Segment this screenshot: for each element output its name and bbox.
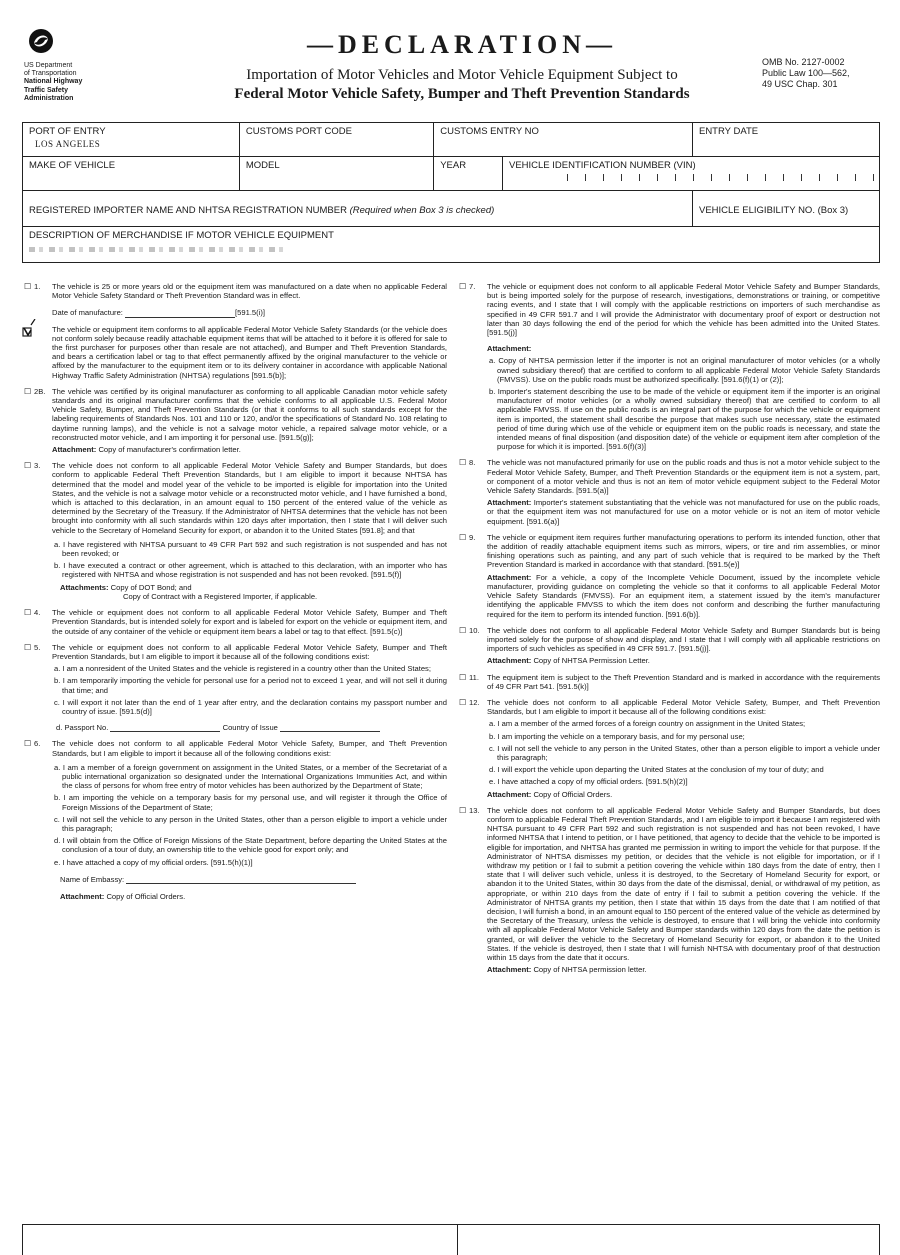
dot-emblem-icon <box>28 28 54 54</box>
item-text: The vehicle or equipment does not conform to all applicable Federal Motor Vehicle Safety, Bumper and Theft Prevention Standards, but I am eligible to import it because all of the following conditions exist: <box>52 642 447 661</box>
vin-label: VEHICLE IDENTIFICATION NUMBER (VIN) <box>508 160 696 171</box>
passport-label: d. Passport No. <box>56 723 109 733</box>
make-cell[interactable] <box>23 157 240 191</box>
attachment-text: Copy of Contract with a Registered Importer, if applicable. <box>123 591 318 601</box>
description-label: DESCRIPTION OF MERCHANDISE IF MOTOR VEHICLE EQUIPMENT <box>29 230 334 241</box>
agency-line-bold: Administration <box>24 94 74 102</box>
attachment-label: Attachment: <box>487 572 532 582</box>
country-of-issue-label: Country of Issue <box>222 723 278 733</box>
passport-field[interactable] <box>110 731 220 732</box>
item-sub-d: d. I will obtain from the Office of Foreign Missions of the State Department, before departing the United States at the conclusion of a tour of duty, an ownership title to the vehicle good for export only; and <box>54 836 447 855</box>
item-number: 2B. <box>34 386 46 396</box>
checked-box-mark-icon[interactable] <box>22 319 42 343</box>
item-12 <box>457 698 880 799</box>
customs-entry-no-cell[interactable] <box>434 123 693 157</box>
attachment-text: Copy of Official Orders. <box>106 891 186 901</box>
item-text: The vehicle or equipment does not conform to all applicable Federal Motor Vehicle Safety, Bumper and Theft Prevention Standards, but is intended solely for export and is labeled for export on the vehicle or equipment item, and the outside of any container of the vehicle or equipment item bears a label or tag to that effect. [591.5(c)] <box>52 608 447 636</box>
subtitle-line-1: Importation of Motor Vehicles and Motor Vehicle Equipment Subject to <box>246 67 678 83</box>
item-sub-a: a. I am a member of a foreign government on assignment in the United States, or a member of the Secretariat of a public international organization so designated under the International Organizations Immunities Act, and within the class of persons for whom free entry of motor vehicles has been authorized by the Department of State; <box>54 762 447 791</box>
item-2b <box>22 387 447 454</box>
item-sub-b: b. Importer's statement describing the use to be made of the vehicle or equipment item if the importer is an original manufacturer of motor vehicles (or a wholly owned subsidiary thereof) that are certified to conform to all applicable FMVSS. If use on the public roads is an integral part of the purpose for which the vehicle or equipment item is imported, the statement shall describe the purpose that makes such use necessary, state the estimated period of time during which use of the vehicle or equipment item on the public roads is necessary, and state the intended means of final disposition (and disposition date) of the vehicle or equipment item after completion of the purpose for which it is imported. [591.6(f)(3)] <box>489 387 880 452</box>
item-number: 11. <box>469 672 479 682</box>
item-sub-e: e. I have attached a copy of my official orders. [591.5(h)(2)] <box>489 777 688 787</box>
item-sub-b: b. I have executed a contract or other agreement, which is attached to this declaration, with an importer who has registered with NHTSA and whose registration is not suspended and has not been revoked. [591.5(f)] <box>54 561 447 580</box>
item-number: 6. <box>34 739 41 749</box>
item-6 <box>22 739 447 901</box>
checkbox-item-3[interactable]: ☐ <box>24 461 32 471</box>
attachment-text: Copy of NHTSA permission letter. <box>533 965 647 975</box>
item-sub-a: a. I have registered with NHTSA pursuant to 49 CFR Part 592 and such registration is not suspended and has not been revoked; or <box>54 539 447 559</box>
item-sub-a: a. Copy of NHTSA permission letter if the importer is not an original manufacturer of motor vehicles (or a wholly owned subsidiary thereof) that are certified to conform to all applicable Federal Motor Vehicle Safety Standards (FMVSS). Use on the public roads must be authorized specifically. [591.6(f)(1) or (2)]; <box>489 356 880 384</box>
entry-date-label: ENTRY DATE <box>698 126 759 137</box>
item-text: The vehicle does not conform to all applicable Federal Motor Vehicle Safety, Bumper, and Theft Prevention Standards, but I am eligible to import it because all of the following conditions exist: <box>487 697 880 717</box>
item-reference: [591.5(i)] <box>235 308 266 318</box>
form-subtitle <box>172 66 752 104</box>
entry-date-cell[interactable] <box>692 123 879 157</box>
agency-line: of Transportation <box>24 70 77 78</box>
subtitle-line-2: Federal Motor Vehicle Safety, Bumper and Theft Prevention Standards <box>234 86 690 102</box>
item-1 <box>22 282 447 318</box>
vin-cell[interactable] <box>502 157 879 191</box>
checkbox-item-7[interactable]: ☐ <box>459 282 467 291</box>
item-sub-c: c. I will export it not later than the end of 1 year after entry, and the declaration contains my passport number and country of issue. [591.5(d)] <box>54 697 447 716</box>
agency-line-bold: Traffic Safety <box>24 86 68 94</box>
eligibility-cell[interactable] <box>692 191 879 227</box>
item-sub-c: c. I will not sell the vehicle to any person in the United States, other than a person eligible to import a vehicle under this paragraph; <box>489 743 880 762</box>
customs-port-code-label: CUSTOMS PORT CODE <box>245 126 352 137</box>
omb-number: OMB No. 2127-0002 <box>762 57 845 67</box>
usc-reference: 49 USC Chap. 301 <box>762 79 838 89</box>
customs-entry-no-label: CUSTOMS ENTRY NO <box>440 126 539 137</box>
item-text: The vehicle is 25 or more years old or the equipment item was manufactured on a date when no applicable Federal Motor Vehicle Safety Standard or Theft Prevention Standard was in effect. <box>52 282 447 301</box>
attachment-text: Importer's statement substantiating that the vehicle was not manufactured for use on the public roads, or that the equipment item was not manufactured for use on a motor vehicle or is not an item of motor vehicle equipment. [591.6(a)] <box>487 498 880 526</box>
item-number: 3. <box>34 461 41 471</box>
embassy-field[interactable] <box>126 883 356 884</box>
form-title: —DECLARATION— <box>306 30 618 59</box>
port-of-entry-cell[interactable] <box>23 123 240 157</box>
omb-block <box>762 57 850 90</box>
item-sub-b: b. I am importing the vehicle on a temporary basis, and for my personal use; <box>489 731 745 741</box>
importer-cell[interactable] <box>23 191 693 227</box>
item-text: The vehicle was certified by its original manufacturer as conforming to all applicable Canadian motor vehicle safety standards and its original manufacturer confirms that the vehicle conforms to all applicable U.S. Federal Motor Vehicle Safety, Bumper, and Theft Prevention Standards (or that it conforms to all such standards except for the labeling requirements of Standards Nos. 101 and 110 or 120, and/or the specifications of Standard No. 108 relating to daytime running lamps), and the vehicle is not a salvage motor vehicle, a repaired salvage motor vehicle, or a reconstructed motor vehicle, and I am importing it for personal use. [591.5(g)]; <box>52 386 447 442</box>
year-cell[interactable] <box>434 157 503 191</box>
item-3 <box>22 461 447 601</box>
checkbox-item-5[interactable]: ☐ <box>24 642 32 652</box>
item-text: The vehicle or equipment item requires further manufacturing operations to perform its intended function, other that the addition of readily attachable equipment items such as mirrors, wipers, or tire and rim assemblies, or minor finishing operations such as painting, and any part of such vehicle that is required to be marked by the Theft Prevention Standard is marked in accordance with that standard. [591.5(e)] <box>487 532 880 570</box>
port-of-entry-label: PORT OF ENTRY <box>29 126 106 137</box>
signature-divider <box>457 1225 458 1255</box>
description-illegible-text <box>29 247 289 252</box>
attachment-text: Copy of manufacturer's confirmation letter. <box>98 445 241 455</box>
item-sub-b: b. I am temporarily importing the vehicle for personal use for a period not to exceed 1 year, and will not sell it during that time; and <box>54 676 447 695</box>
country-of-issue-field[interactable] <box>280 731 380 732</box>
importer-note: (Required when Box 3 is checked) <box>349 204 495 216</box>
attachment-label: Attachment: <box>487 344 532 354</box>
year-label: YEAR <box>440 160 467 171</box>
agency-line-bold: National Highway <box>24 78 83 86</box>
agency-name <box>24 62 174 103</box>
attachment-text: Copy of DOT Bond; and <box>110 582 192 592</box>
item-text: The equipment item is subject to the Theft Prevention Standard and is marked in accordance with the requirements of 49 CFR Part 541. [591.5(k)] <box>487 672 880 691</box>
item-number: 10. <box>469 625 480 635</box>
attachment-label: Attachment: <box>487 656 532 666</box>
date-of-manufacture-label: Date of manufacture: <box>52 308 123 318</box>
attachment-label: Attachment: <box>487 498 532 508</box>
checkbox-item-9[interactable]: ☐ <box>459 532 467 542</box>
item-text: The vehicle does not conform to all applicable Federal Motor Vehicle Safety, Bumper, and Theft Prevention Standards, but I am eligible to import it because all of the following conditions exist: <box>52 739 447 758</box>
attachment-label: Attachment: <box>52 445 97 455</box>
right-column <box>457 282 880 981</box>
item-number: 5. <box>34 642 41 652</box>
checkbox-item-8[interactable]: ☐ <box>459 458 467 468</box>
checkbox-item-12[interactable]: ☐ <box>459 697 467 707</box>
item-number: 8. <box>469 458 476 468</box>
item-sub-a: a. I am a nonresident of the United States and the vehicle is registered in a country other than the United States; <box>54 664 431 674</box>
checkbox-item-1[interactable]: ☐ <box>24 282 32 291</box>
eligibility-label: VEHICLE ELIGIBILITY NO. (Box 3) <box>698 204 849 216</box>
item-text: The vehicle does not conform to all applicable Federal Motor Vehicle Safety and Bumper Standards, but does conform to applicable Federal Theft Prevention Standards, and I am eligible to import it because I am registered with NHTSA pursuant to 49 CFR Part 592 and such registration is not suspended and has not been revoked, I have informed NHTSA that I intend to petition, or I have petitioned, that agency to decide that the vehicle to be imported is eligible for importation, and NHTSA has granted me permission in writing to import the vehicle for that purpose. If the Administrator of NHTSA dismisses my petition, or decides that the vehicle is not eligible for importation, or if I withdraw my petition or I fail to submit a petition covering the vehicle within 180 days from the date of entry, then I state that I will deliver such vehicle, unless it is destroyed, to the Secretary of Homeland Security for export, or abandon it to the United States, within 30 days from the date of the dismissal, denial, or withdrawal of my petition, as appropriate, or within 210 days from the date of entry if I fail to submit a petition covering the vehicle. If the Administrator of NHTSA grants my petition, then I state that within 15 days from the date that I am notified of that decision, I will furnish a bond, in an amount equal to 150 percent of the entered value of the vehicle as determined by the Secretary of the Treasury, unless the vehicle is destroyed, to ensure that I will bring the vehicle into conformity with all applicable Federal Motor Vehicle Safety and Bumper standards within 120 days from the date the petition is granted, or will deliver the vehicle to the Secretary of Homeland Security for export, or abandon it to the United States. If the vehicle is destroyed, then I state that I will furnish NHTSA with documentary proof of that destruction within 15 days from the date that it occurs. <box>487 805 881 962</box>
item-8 <box>457 458 880 525</box>
item-number: 7. <box>469 282 476 291</box>
checkbox-item-6[interactable]: ☐ <box>24 739 32 749</box>
checkbox-item-11[interactable]: ☐ <box>459 672 467 682</box>
attachment-text: For a vehicle, a copy of the Incomplete Vehicle Document, issued by the incomplete vehicle manufacturer, providing guidance on completing the vehicle so that it conforms to all applicable Federal Motor Vehicle Safety Standards (FMVSS). For an equipment item, a statement issued by the item's manufacturer identifying the applicable FMVSS to which the item does not conform and describing the further manufacturing required for the item to perform its intended function. [591.6(b)]. <box>487 572 880 619</box>
model-label: MODEL <box>245 160 280 171</box>
item-text: The vehicle or equipment item conforms to all applicable Federal Motor Vehicle Safety Standards (or the vehicle does not conform solely because readily attachable equipment items that will be attached to it before it is offered for sale to the first purchaser for purposes other than resale are not attached), and Bumper and Theft Prevention Standards, and bears a certification label or tag to that effect permanently affixed by the original manufacturer to the vehicle or affixed by the manufacturer to the equipment item or to its delivery container in accordance with applicable National Highway Traffic Safety Administration (NHTSA) regulations [591.5(b)]; <box>52 324 447 380</box>
item-9 <box>457 533 880 619</box>
customs-port-code-cell[interactable] <box>239 123 433 157</box>
item-7 <box>457 282 880 451</box>
attachment-label: Attachment: <box>487 965 532 975</box>
item-sub-a: a. I am a member of the armed forces of a foreign country on assignment in the United States; <box>489 719 806 729</box>
make-label: MAKE OF VEHICLE <box>29 160 116 171</box>
checkbox-item-4[interactable]: ☐ <box>24 608 32 618</box>
item-4 <box>22 608 447 636</box>
item-number: 13. <box>469 805 480 815</box>
item-2a <box>22 325 447 380</box>
item-11 <box>457 673 880 691</box>
item-number: 1. <box>34 282 41 291</box>
item-sub-b: b. I am importing the vehicle on a temporary basis for my personal use, and will register it through the Office of Foreign Missions of the Department of State; <box>54 793 447 812</box>
agency-line: US Department <box>24 62 73 69</box>
vin-character-boxes[interactable] <box>567 174 874 181</box>
item-sub-e: e. I have attached a copy of my official orders. [591.5(h)(1)] <box>54 857 253 867</box>
checkbox-item-2b[interactable]: ☐ <box>24 386 32 396</box>
entry-fields-table <box>22 122 880 263</box>
attachment-label: Attachment: <box>487 789 532 799</box>
item-number: 4. <box>34 608 41 618</box>
item-text: The vehicle or equipment does not conform to all applicable Federal Motor Vehicle Safety and Bumper Standards, but is being imported solely for the purpose of research, investigations, demonstrations or training, or competitive racing events, and I state that I will comply with the applicable restrictions on importers of such merchandise as specified in 49 CFR 591.7 and I will provide the Administrator with documentary proof of export or destruction not later than 30 days following the end of the period for which the vehicle has been admitted into the United States. [591.5(j)] <box>487 282 880 338</box>
item-text: The vehicle was not manufactured primarily for use on the public roads and thus is not a motor vehicle subject to the Federal Motor Vehicle Safety, Bumper, and Theft Prevention Standards or the equipment item is not a system, part, or component of a motor vehicle and thus is not an item of motor vehicle equipment subject to the Federal Motor Vehicle Safety Standards. [591.5(a)] <box>487 458 880 496</box>
embassy-label: Name of Embassy: <box>60 874 125 884</box>
item-10 <box>457 626 880 666</box>
item-number: 12. <box>469 697 480 707</box>
port-of-entry-value[interactable]: LOS ANGELES <box>35 139 101 149</box>
item-text: The vehicle does not conform to all applicable Federal Motor Vehicle Safety and Bumper Standards but is being imported solely for the purpose of show and display, and I state that I will comply with all applicable restrictions on importers of such vehicles as specified in 49 CFR 591.7. [591.5(j)]. <box>487 625 880 654</box>
importer-label: REGISTERED IMPORTER NAME AND NHTSA REGISTRATION NUMBER <box>29 204 347 216</box>
model-cell[interactable] <box>239 157 433 191</box>
public-law: Public Law 100—562, <box>762 68 850 78</box>
item-13 <box>457 806 880 975</box>
checkbox-item-10[interactable]: ☐ <box>459 625 467 635</box>
attachment-text: Copy of Official Orders. <box>533 789 613 799</box>
left-column <box>22 282 447 908</box>
date-of-manufacture-field[interactable] <box>125 317 235 318</box>
item-sub-d: d. I will export the vehicle upon departing the United States at the conclusion of my tour of duty; and <box>489 765 824 775</box>
description-cell[interactable] <box>23 227 880 263</box>
attachment-label: Attachments: <box>60 582 109 592</box>
item-number: 9. <box>469 532 476 542</box>
dot-logo-block <box>24 28 174 103</box>
attachment-label: Attachment: <box>60 891 105 901</box>
declaration-form <box>22 22 880 1254</box>
item-sub-c: c. I will not sell the vehicle to any person in the United States, other than a person eligible to import a vehicle under this paragraph; <box>54 814 447 833</box>
item-text: The vehicle does not conform to all applicable Federal Motor Vehicle Safety and Bumper Standards, but does conform to applicable Federal Theft Prevention Standards, but I am eligible to import it because NHTSA has determined that the model and model year of the vehicle to be imported is eligible for importation into the United States, and the vehicle is not a salvage motor vehicle or a reconstructed motor vehicle, and I have furnished a bond, which is attached to this declaration, in an amount equal to 150 percent of the entered value of the vehicle as determined by the Secretary of the Treasury. If the Administrator of NHTSA determines that the vehicle has not been brought into conformity with all such standards within 120 days after importation, then I state that I will deliver such vehicle to the Secretary of Homeland Security for export, or abandon it to the United States [591.8]; and that <box>52 461 447 535</box>
signature-box[interactable] <box>22 1224 880 1255</box>
attachment-text: Copy of NHTSA Permission Letter. <box>533 656 650 666</box>
item-5 <box>22 643 447 733</box>
checkbox-item-13[interactable]: ☐ <box>459 805 467 815</box>
